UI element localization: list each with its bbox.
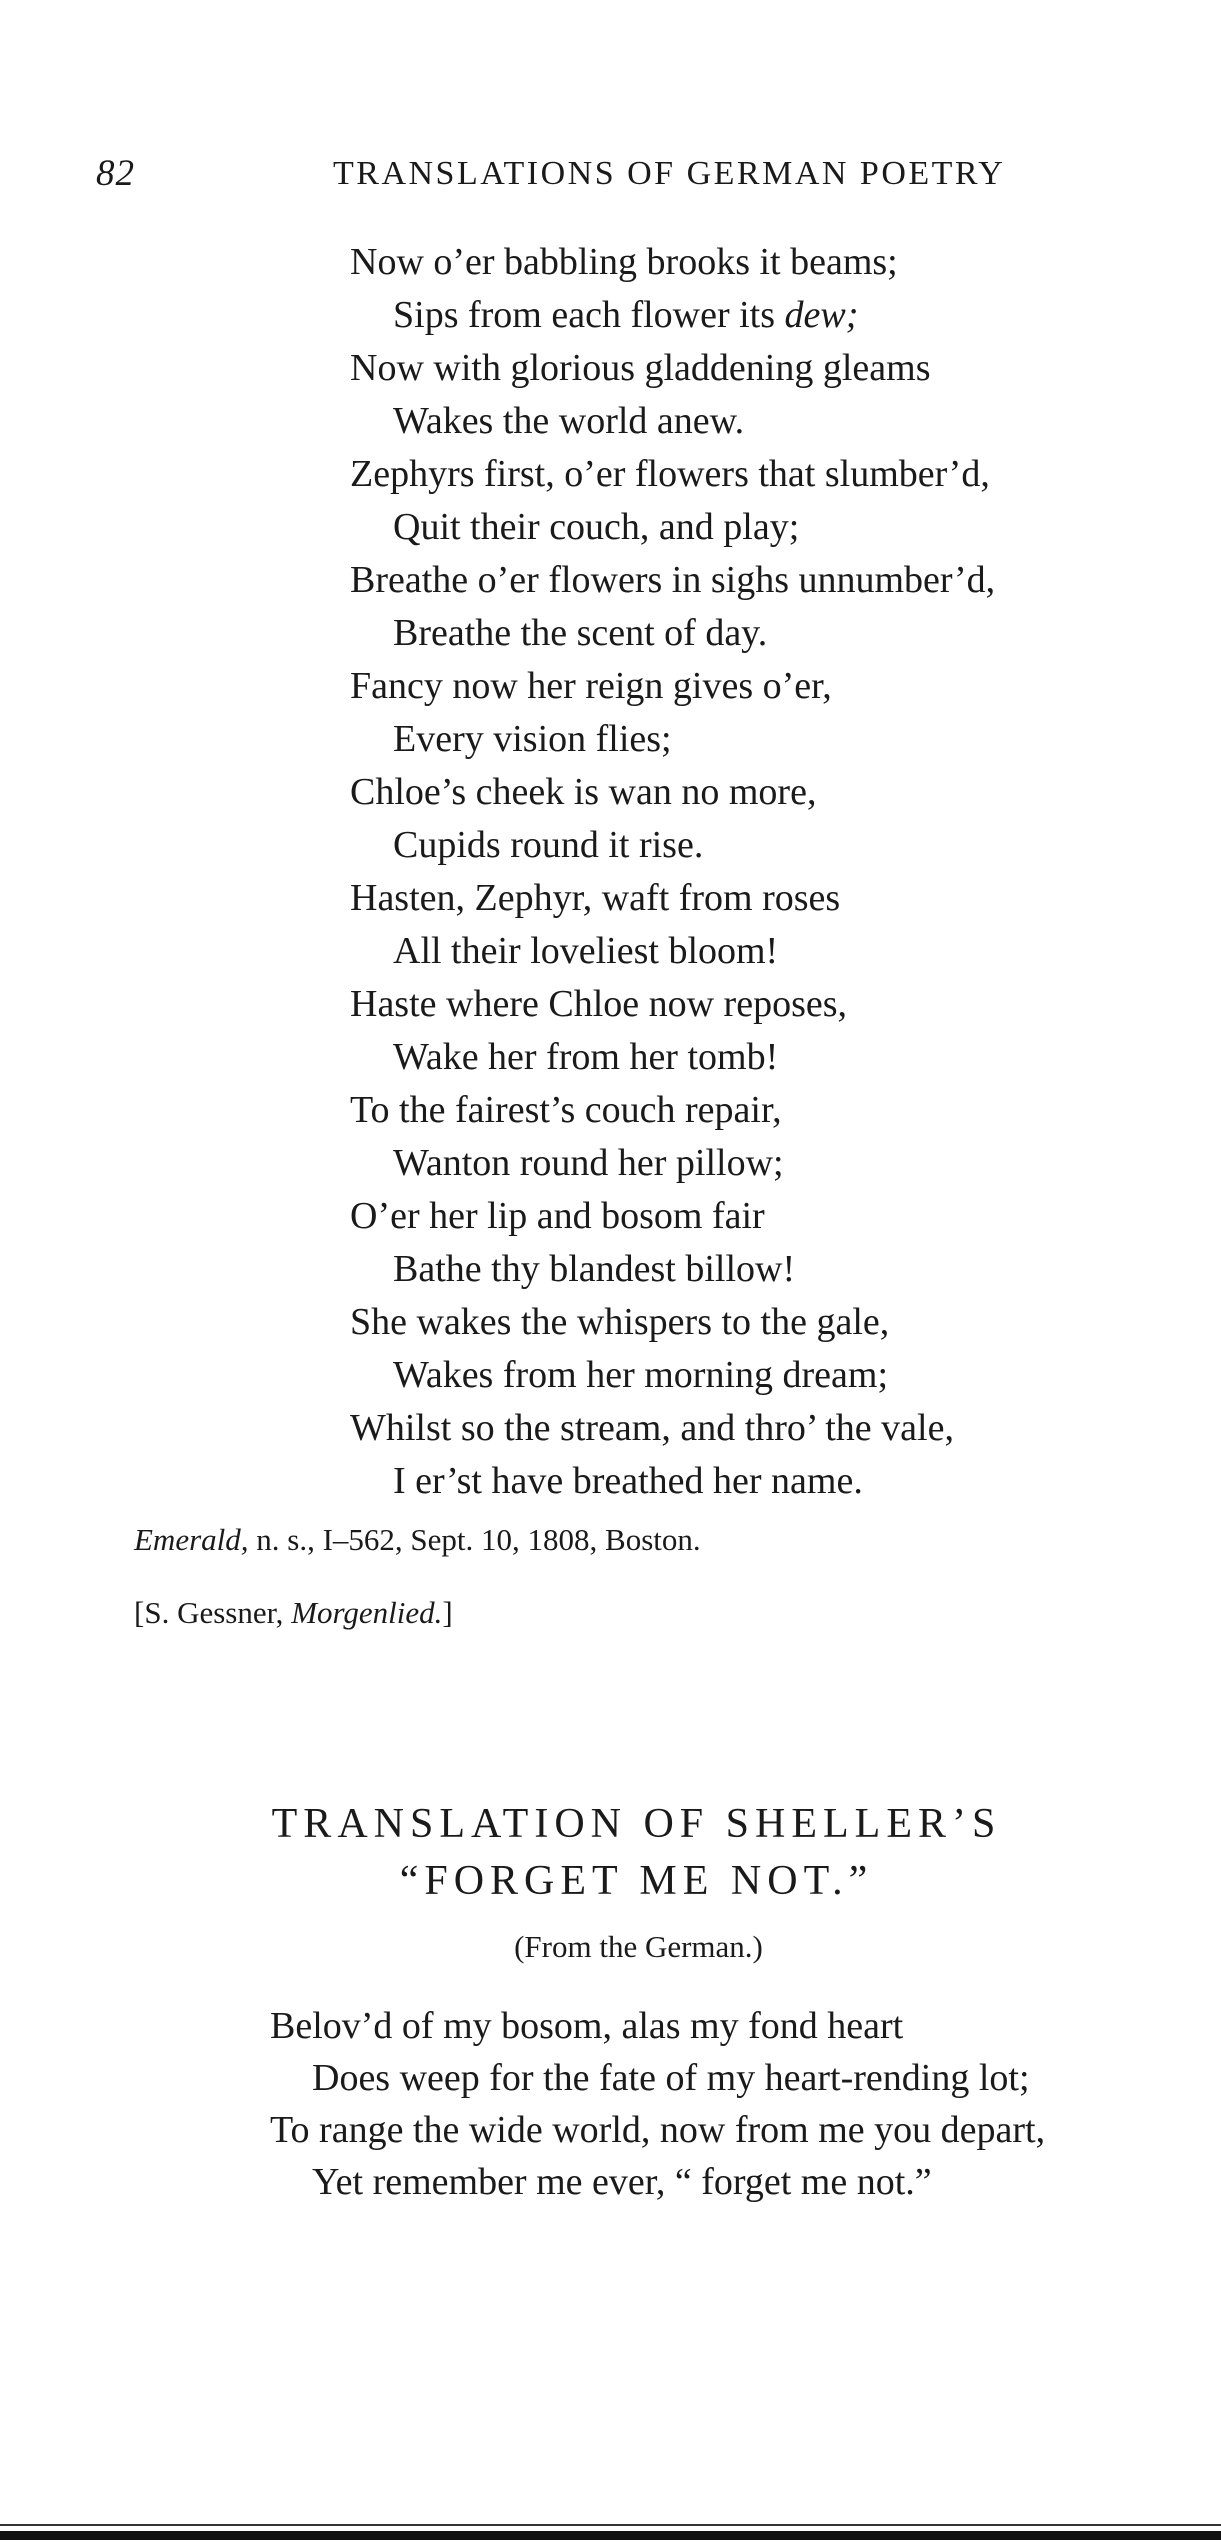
poem-line: O’er her lip and bosom fair [350, 1195, 765, 1237]
poem-line: Chloe’s cheek is wan no more, [350, 771, 817, 813]
poem-title-line-2: “FORGET ME NOT.” [399, 1858, 874, 1904]
source-journal: Emerald, [134, 1522, 249, 1557]
poem-line: Whilst so the stream, and thro’ the vale, [350, 1407, 954, 1449]
poem-line: Wakes the world anew. [393, 400, 745, 442]
poem-line: I er’st have breathed her name. [393, 1460, 863, 1502]
poem-line: Breathe the scent of day. [393, 612, 768, 654]
attribution-open: [S. Gessner, [134, 1595, 292, 1630]
attribution-close: ] [442, 1595, 453, 1630]
source-citation [134, 1522, 701, 1558]
attribution-work: Morgenlied. [291, 1595, 443, 1630]
poem-line: Yet remember me ever, “ forget me not.” [312, 2161, 932, 2203]
poem-line: Fancy now her reign gives o’er, [350, 665, 832, 707]
poem-line: Breathe o’er flowers in sighs unnumber’d, [350, 559, 996, 601]
poem-line: Belov’d of my bosom, alas my fond heart [270, 2005, 904, 2047]
poem-line: She wakes the whispers to the gale, [350, 1301, 890, 1343]
page-bottom-rule-thin [0, 2524, 1221, 2526]
poem-title-line-1: TRANSLATION OF SHELLER’S [271, 1801, 1002, 1847]
poem-line: To range the wide world, now from me you depart, [270, 2109, 1046, 2151]
poem-line: Does weep for the fate of my heart-rending lot; [312, 2057, 1030, 2099]
poem-line: Hasten, Zephyr, waft from roses [350, 877, 841, 919]
poem-line: Now o’er babbling brooks it beams; [350, 241, 898, 283]
poem-line: Wakes from her morning dream; [393, 1354, 889, 1396]
poem-line-italic-word: dew; [784, 294, 859, 336]
running-head: TRANSLATIONS OF GERMAN POETRY [333, 155, 1006, 192]
poem-line: Haste where Chloe now reposes, [350, 983, 848, 1025]
poem-line: Now with glorious gladdening gleams [350, 347, 931, 389]
poem-line: Zephyrs first, o’er flowers that slumber’d, [350, 453, 990, 495]
poem-line: Wake her from her tomb! [393, 1036, 779, 1078]
source-details: n. s., I–562, Sept. 10, 1808, Boston. [248, 1522, 701, 1557]
poem-line [350, 289, 995, 342]
poem-line: Bathe thy blandest billow! [393, 1248, 796, 1290]
poem-line: Wanton round her pillow; [393, 1142, 784, 1184]
poem-line: Every vision flies; [393, 718, 672, 760]
poem-stanza [350, 236, 995, 1508]
author-attribution [134, 1595, 453, 1631]
poem-line: Quit their couch, and play; [393, 506, 800, 548]
poem-stanza-2 [270, 2000, 1045, 2208]
poem-line-text: Sips from each flower its [393, 294, 785, 336]
poem-line: To the fairest’s couch repair, [350, 1089, 782, 1131]
page-number: 82 [96, 153, 135, 194]
page-bottom-rule [0, 2531, 1221, 2540]
poem-line: All their loveliest bloom! [393, 930, 779, 972]
poem-line: Cupids round it rise. [393, 824, 704, 866]
poem-subtitle: (From the German.) [514, 1929, 763, 1964]
